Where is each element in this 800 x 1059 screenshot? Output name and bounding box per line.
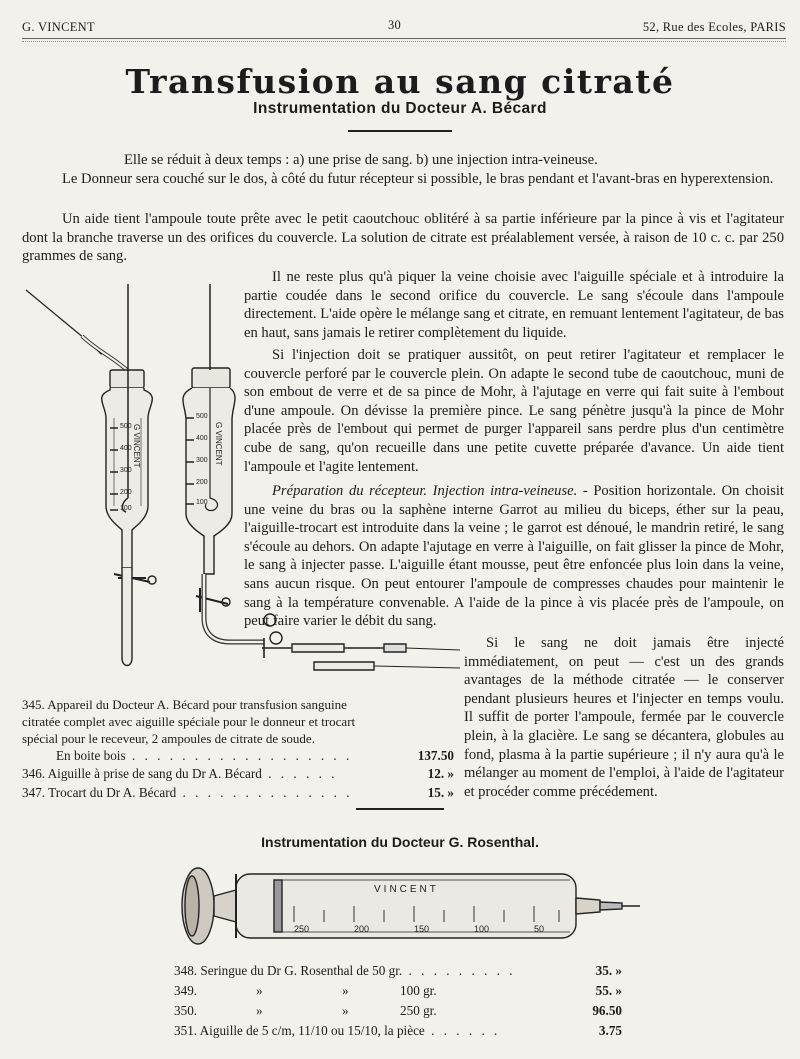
catalog-item-350-qty: 250 gr. (400, 1003, 437, 1018)
catalog-item-345-price-line: En boite bois . . . . . . . . . . . . . . . . . . 137.50 (56, 748, 454, 763)
catalog-item-349-desc: » (256, 983, 263, 998)
catalog-item-348-num: 348. (174, 963, 198, 978)
catalog-item-350-desc: » (256, 1003, 263, 1018)
catalog-item-351-desc: Aiguille de 5 c/m, 11/10 ou 15/10, la pièce (199, 1023, 425, 1038)
paragraph-conservation: Si le sang ne doit jamais être injecté immédiatement, on peut — c'est un des grands avantages de la méthode citratée — le conserver pendant plusieurs heures et l'injecter en temps voulu. Il suffit de porter l'ampoule, fermée par le couvercle plein, à la glacière. Le sang se décantera, globules au fond, plasma à la partie supérieure ; il n'y aura qu'à le mélanger au moment de l'emploi, à l'aide de l'agitateur et procéder comme précédement. (464, 635, 784, 800)
ampoule2-brand: G VINCENT (214, 422, 223, 466)
catalog-item-347-label: 347. Trocart du Dr A. Bécard (22, 785, 177, 800)
catalog-item-351-price: 3.75 (598, 1023, 622, 1038)
catalog-item-348-qty: 50 gr. (372, 963, 403, 978)
syringe-scale-250: 250 (294, 924, 310, 934)
catalog-item-350-price: 96.50 (592, 1003, 622, 1018)
ampoule1-scale-100: 100 (120, 505, 132, 512)
ampoule2-scale-500: 500 (196, 413, 208, 420)
catalog-item-348: 348. Seringue du Dr G. Rosenthal de 50 gr. . . . . . . . . . 35. » (174, 963, 622, 978)
recepteur-text: - Position horizontale. On choisit une veine du bras ou la saphène interne Garrot au milieu du biceps, éther sur la peau, l'aiguille-trocart est introduite dans la veine ; le garrot est dénoué, le mandrin retiré, le sang s'écoule au dehors. On adapte l'ajutage en verre à l'aiguille, on fait glisser la pince de Mohr, le sang à injecter passe. L'aiguille étant mousse, peut être enfoncée plus loin dans la veine, sans aucun risque. On peut entourer l'ampoule de compresses chaudes pour maintenir le sang à la température convenable. A l'aide de la pince à vis placée près de l'ampoule, on peut faire varier le débit du sang. (244, 483, 784, 630)
syringe-scale-150: 150 (414, 924, 430, 934)
catalog-item-349-num: 349. (174, 983, 198, 998)
becard-apparatus-illustration (14, 278, 474, 680)
catalog-item-349-desc2: » (342, 983, 349, 998)
paragraph-injection: Si l'injection doit se pratiquer aussitôt, on peut retirer l'agitateur et remplacer le couvercle perforé par le couvercle plein. On adapte le second tube de caoutchouc, muni de son embout de verre et de sa pince de Mohr, à l'ajutage en verre qui fait suite à l'embout d'une ampoule. On dévisse la première pince. Le sang pénètre jusqu'à la pince de Mohr placée près de l'embout qui permet de purger l'appareil sans perdre plus d'un centimètre cube de sang, qu'on recueille dans une petite cuvette préparée d'avance. Un aide tient l'ampoule et l'agite lentement. (244, 347, 784, 475)
page-number: 30 (388, 18, 402, 32)
header-right: 52, Rue des Ecoles, PARIS (642, 20, 786, 34)
catalog-item-347: 347. Trocart du Dr A. Bécard . . . . . . . . . . . . . . 15. » (22, 785, 454, 800)
catalog-item-346: 346. Aiguille à prise de sang du Dr A. Bécard . . . . . . 12. » (22, 766, 454, 781)
section2-title: Instrumentation du Docteur G. Rosenthal. (261, 834, 539, 850)
catalog-item-349-price: 55. » (595, 983, 622, 998)
catalog-item-350 (174, 1002, 622, 1019)
rosenthal-syringe-illustration (174, 860, 644, 952)
ampoule1-scale-500: 500 (120, 423, 132, 430)
catalog-item-346-price: 12. » (427, 766, 454, 781)
paragraph-piquer: Il ne reste plus qu'à piquer la veine choisie avec l'aiguille spéciale et à introduire la partie coudée dans le second orifice du couvercle. Le sang s'écoule dans l'ampoule directement. L'aide opère le mélange sang et citrate, en remuant lentement l'agitateur, de bas en haut, sans jamais le retirer complètement du liquide. (244, 269, 784, 341)
syringe-scale-200: 200 (354, 924, 370, 934)
catalog-item-351-num: 351. (174, 1023, 198, 1038)
catalog-item-348-price: 35. » (595, 963, 622, 978)
section-divider (356, 808, 444, 810)
header-rule (22, 38, 786, 39)
catalog-item-349-qty: 100 gr. (400, 983, 437, 998)
ampoule2-scale-200: 200 (196, 479, 208, 486)
ampoule1-scale-400: 400 (120, 445, 132, 452)
catalog-item-345-price: 137.50 (417, 748, 454, 763)
ampoule2-scale-100: 100 (196, 499, 208, 506)
ampoule1-brand: G VINCENT (132, 424, 141, 468)
syringe-scale-50: 50 (534, 924, 545, 934)
paragraph-intro: Elle se réduit à deux temps : a) une prise de sang. b) une injection intra-veineuse. (124, 152, 598, 168)
page-title: Transfusion au sang citraté (125, 62, 675, 101)
catalog-item-347-price: 15. » (427, 785, 454, 800)
header-left: G. VINCENT (22, 20, 95, 34)
catalog-item-351: 351. Aiguille de 5 c/m, 11/10 ou 15/10, la pièce . . . . . . 3.75 (174, 1023, 622, 1038)
title-divider (348, 130, 452, 132)
page-subtitle: Instrumentation du Docteur A. Bécard (253, 100, 547, 117)
header-rule-dotted (22, 41, 786, 42)
ampoule1-scale-200: 200 (120, 489, 132, 496)
ampoule2-scale-400: 400 (196, 435, 208, 442)
paragraph-aide: Un aide tient l'ampoule toute prête avec le petit caoutchouc oblitéré à sa partie inférieure par la pince à vis et l'agitateur dont la branche traverse un des orifices du couvercle. La solution de citrate est préalablement versée, à raison de 10 c. c. par 250 grammes de sang. (22, 211, 784, 265)
ampoule2-scale-300: 300 (196, 457, 208, 464)
catalog-item-349 (174, 982, 622, 999)
paragraph-donneur: Le Donneur sera couché sur le dos, à côté du futur récepteur si possible, le bras pendant et l'avant-bras en hyperextension. (62, 171, 774, 187)
recepteur-heading: Préparation du récepteur. Injection intra-veineuse. (272, 483, 578, 499)
catalog-item-346-label: 346. Aiguille à prise de sang du Dr A. Bécard (22, 766, 262, 781)
catalog-item-350-num: 350. (174, 1003, 198, 1018)
catalog-item-350-desc2: » (342, 1003, 349, 1018)
catalog-item-345: 345. Appareil du Docteur A. Bécard pour transfusion sanguine citratée complet avec aiguille spéciale pour le donneur et trocart spécial pour le receveur, 2 ampoules de citrate de soude. (22, 697, 356, 746)
catalog-item-345-sub: En boite bois (56, 748, 126, 763)
ampoule1-scale-300: 300 (120, 467, 132, 474)
catalog-item-348-desc: Seringue du Dr G. Rosenthal de (200, 963, 369, 978)
syringe-scale-100: 100 (474, 924, 490, 934)
syringe-brand: VINCENT (374, 884, 439, 895)
